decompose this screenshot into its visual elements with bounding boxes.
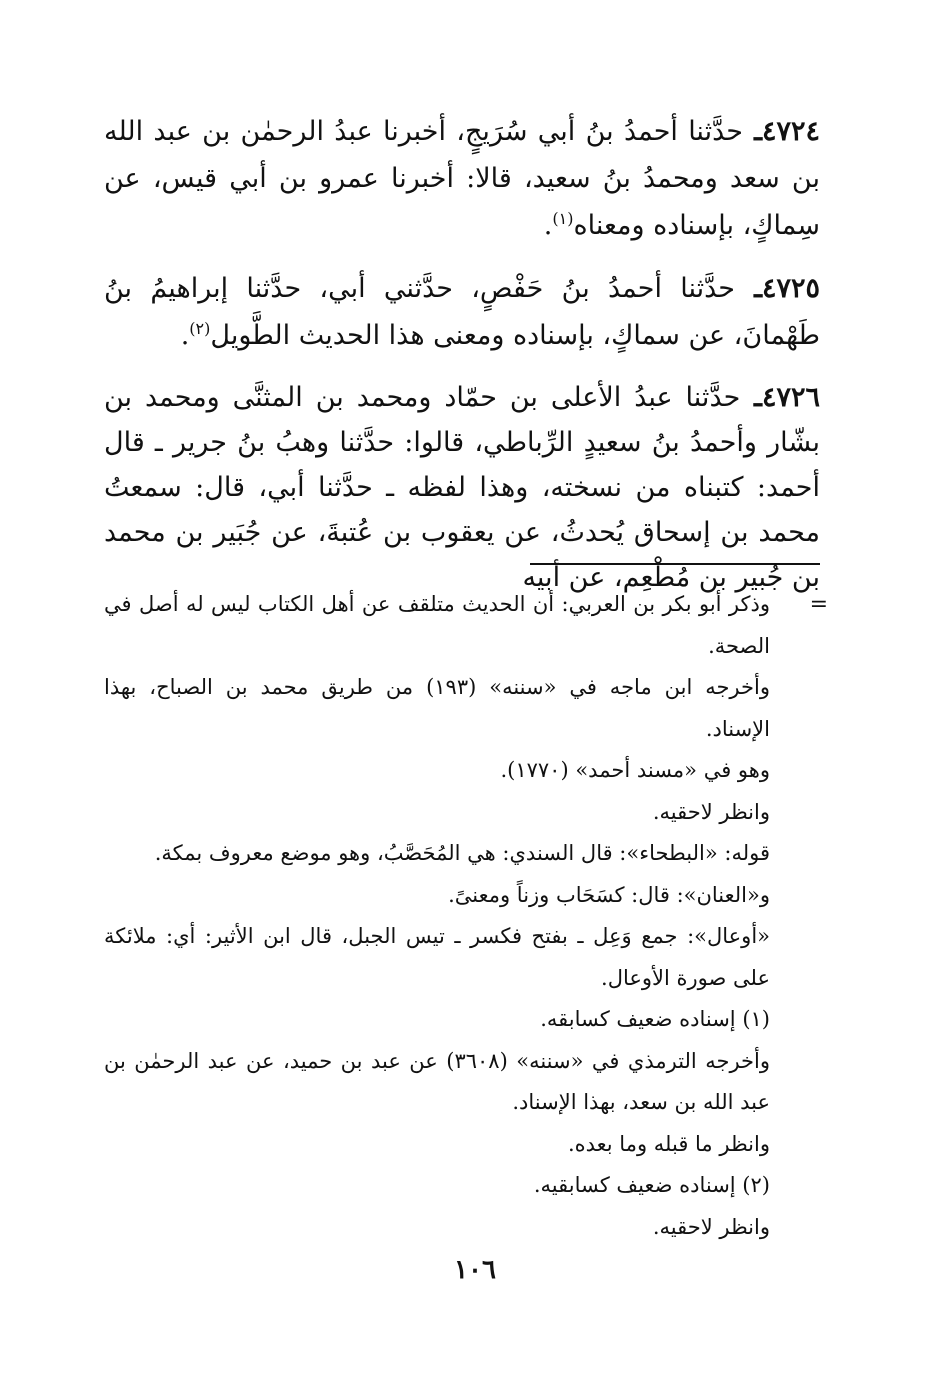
- footnote-line: «أوعال»: جمع وَعِل ـ بفتح فكسر ـ تيس الجبل، قال ابن الأثير: أي: ملائكة على صورة الأوعال.: [104, 924, 770, 990]
- hadith-end: .: [543, 210, 553, 241]
- hadith-number: ٤٧٢٤ ـ: [743, 116, 820, 147]
- hadith-text: حدَّثنا أحمدُ بنُ أبي سُرَيجٍ، أخبرنا عبدُ الرحمٰن بن عبد الله بن سعد ومحمدُ بنُ سعيد، قالا: أخبرنا عمرو بن أبي قيس، عن سِماكٍ، بإسناده ومعناه: [104, 116, 820, 241]
- page-number: ١٠٦: [454, 1255, 496, 1285]
- hadith-4726: [104, 375, 820, 600]
- footnote-line: وانظر لاحقيه.: [652, 1214, 770, 1239]
- footnote-2: (٢) إسناده ضعيف كسابقيه.: [533, 1173, 770, 1197]
- footnote-line: = وذكر أبو بكر بن العربي: أن الحديث متلقف عن أهل الكتاب ليس له أصل في الصحة.: [104, 584, 820, 667]
- footnote-1: (١) إسناده ضعيف كسابقه.: [540, 1007, 770, 1031]
- hadith-4724: [104, 108, 820, 249]
- hadith-number: ٤٧٢٦ ـ: [740, 382, 820, 413]
- hadith-4725: [104, 265, 820, 359]
- footnote-line: وأخرجه الترمذي في «سننه» (٣٦٠٨) عن عبد بن حميد، عن عبد الرحمٰن بن عبد الله بن سعد، بهذا الإسناد.: [104, 1048, 771, 1114]
- footnote-ref: (٢): [189, 319, 211, 338]
- footnote-ref: (١): [552, 209, 574, 228]
- footnote-line: وانظر ما قبله وما بعده.: [567, 1131, 770, 1156]
- footnote-line: وأخرجه ابن ماجه في «سننه» (١٩٣) من طريق محمد بن الصباح، بهذا الإسناد.: [104, 675, 770, 741]
- footnote-line: وانظر لاحقيه.: [652, 799, 770, 824]
- footnote-divider: [530, 563, 820, 565]
- footnote-line: و«العنان»: قال: كسَحَاب وزناً ومعنىً.: [448, 882, 770, 907]
- main-text: [104, 108, 820, 616]
- footnotes: [104, 584, 828, 1248]
- continuation-mark: =: [809, 592, 828, 617]
- hadith-number: ٤٧٢٥ ـ: [735, 273, 820, 304]
- footnote-line: وهو في «مسند أحمد» (١٧٧٠).: [500, 758, 770, 782]
- footnote-line: قوله: «البطحاء»: قال السندي: هي المُحَصَّبُ، وهو موضع معروف بمكة.: [154, 841, 770, 865]
- hadith-text: حدَّثنا عبدُ الأعلى بن حمّاد ومحمد بن المثنَّى ومحمد بن بشّار وأحمدُ بنُ سعيدٍ الرِّباطي، قالوا: حدَّثنا وهبُ بنُ جرير ـ قال أحمد: كتبناه من نسخته، وهذا لفظه ـ حدَّثنا أبي، قال: سمعتُ محمد بن إسحاق يُحدثُ، عن يعقوب بن عُتبةَ، عن جُبَير بن محمد بن جُبير بن مُطْعِم، عن أبيه: [104, 382, 820, 593]
- hadith-end: .: [180, 320, 190, 351]
- hadith-text: حدَّثنا أحمدُ بنُ حَفْصٍ، حدَّثني أبي، حدَّثنا إبراهيمُ بنُ طَهْمانَ، عن سماكٍ، بإسناده ومعنى هذا الحديث الطَّويل: [104, 273, 820, 351]
